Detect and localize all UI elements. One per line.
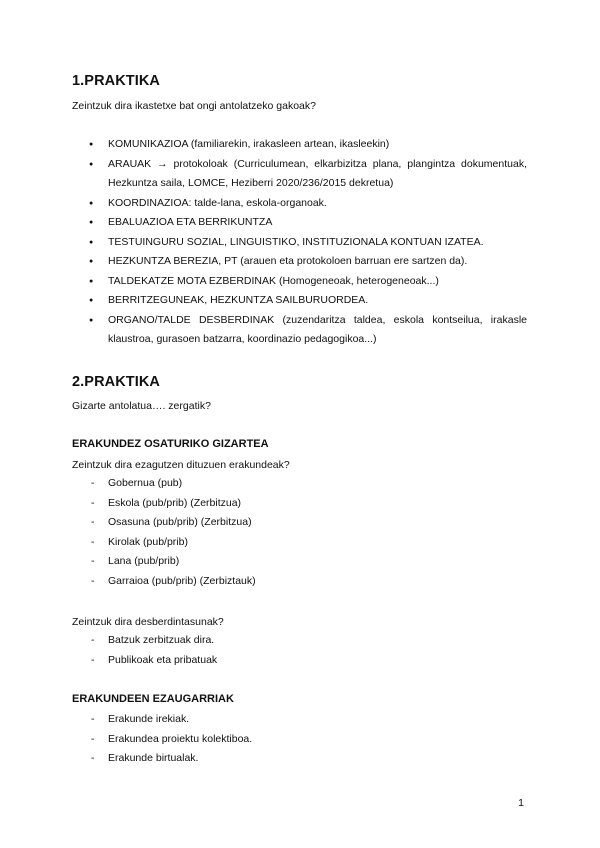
characteristics-heading: ERAKUNDEEN EZAUGARRIAK [72,693,234,705]
bullet-item: ● TESTUINGURU SOZIAL, LINGUISTIKO, INSTITUZIONALA KONTUAN IZATEA. [72,233,527,253]
bullet-item: ● BERRITZEGUNEAK, HEZKUNTZA SAILBURUORDEA. [72,291,527,311]
bullet-item: ● ORGANO/TALDE DESBERDINAK (zuzendaritza taldea, eskola kontseilua, irakasle klaustroa, gurasoen batzarra, koordinazio pedagogikoa...) [72,311,527,350]
bullet-item: ● TALDEKATZE MOTA EZBERDINAK (Homogeneoak, heterogeneoak...) [72,272,527,292]
section1-question: Zeintzuk dira ikastetxe bat ongi antolatzeko gakoak? [72,100,316,112]
list-item: - Gobernua (pub) [72,474,256,494]
organizations-list [72,474,256,591]
bullet-item: ● ARAUAK → protokoloak (Curriculumean, elkarbizitza plana, plangintza dokumentuak, Hezkuntza saila, LOMCE, Heziberri 2020/236/2015 dekretua) [72,155,527,194]
section2-question: Gizarte antolatua…. zergatik? [72,400,211,412]
list-item: - Osasuna (pub/prib) (Zerbitzua) [72,513,256,533]
bullet-item: ● EBALUAZIOA ETA BERRIKUNTZA [72,213,527,233]
bullet-item: ● KOMUNIKAZIOA (familiarekin, irakasleen artean, ikasleekin) [72,135,527,155]
differences-question: Zeintzuk dira desberdintasunak? [72,616,224,628]
page-number: 1 [518,797,524,809]
section1-bullet-list [72,135,527,350]
characteristics-list [72,710,252,769]
bullet-item: ● KOORDINAZIOA: talde-lana, eskola-organoak. [72,194,527,214]
section2-title: 2.PRAKTIKA [72,374,161,390]
differences-list [72,631,217,670]
list-item: - Garraioa (pub/prib) (Zerbiztauk) [72,572,256,592]
organizations-heading: ERAKUNDEZ OSATURIKO GIZARTEA [72,438,269,450]
section1-title: 1.PRAKTIKA [72,73,161,89]
list-item: - Lana (pub/prib) [72,552,256,572]
bullet-item: ● HEZKUNTZA BEREZIA, PT (arauen eta protokoloen barruan ere sartzen da). [72,252,527,272]
list-item: - Eskola (pub/prib) (Zerbitzua) [72,494,256,514]
list-item: - Erakunde birtualak. [72,749,252,769]
organizations-question: Zeintzuk dira ezagutzen dituzuen erakundeak? [72,459,290,471]
list-item: - Batzuk zerbitzuak dira. [72,631,217,651]
list-item: - Publikoak eta pribatuak [72,651,217,671]
list-item: - Erakundea proiektu kolektiboa. [72,730,252,750]
list-item: - Kirolak (pub/prib) [72,533,256,553]
list-item: - Erakunde irekiak. [72,710,252,730]
